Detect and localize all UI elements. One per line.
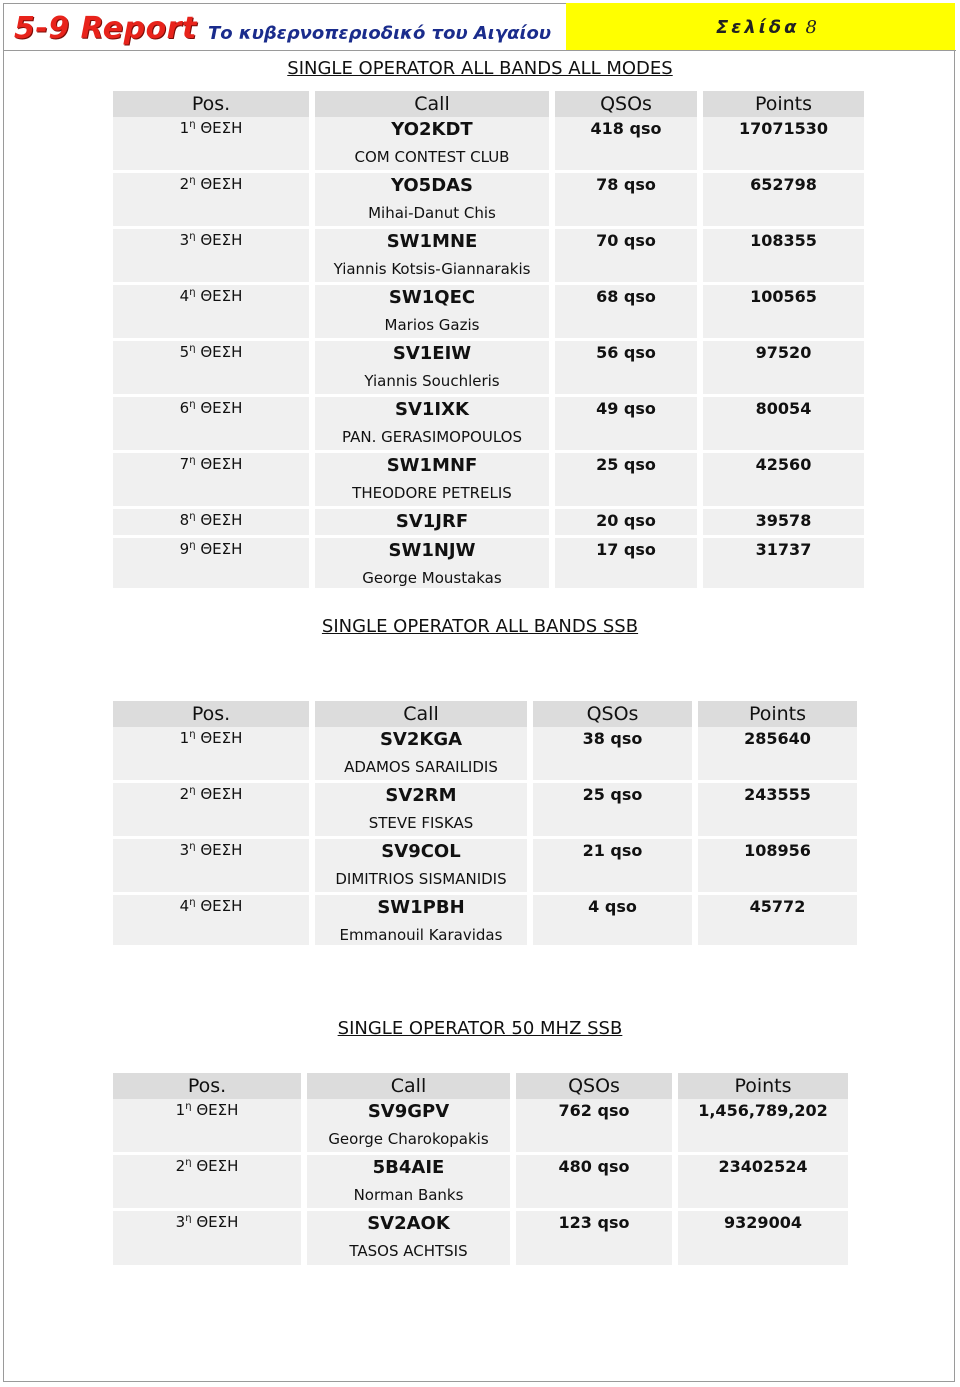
column-header-qsos: QSOs [555,91,697,117]
points-cell: 97520 [703,341,864,394]
call-cell [315,117,549,170]
callsign: SV1IXK [395,399,469,420]
table-row [113,285,864,338]
operator-name: PAN. GERASIMOPOULOS [342,428,522,446]
call-cell [307,1155,510,1208]
column-header-points: Points [698,701,857,727]
page-label: Σελίδα [716,17,800,38]
callsign: SW1NJW [388,540,476,561]
table-row [113,509,864,535]
points-cell: 80054 [703,397,864,450]
operator-name: COM CONTEST CLUB [354,148,510,166]
call-cell [315,538,549,588]
qsos-cell: 21 qso [533,839,692,892]
position-number: 9 [179,540,190,558]
position-number: 8 [179,511,190,529]
callsign: SV9GPV [367,1101,450,1122]
qsos-cell: 4 qso [533,895,692,945]
section-title: SINGLE OPERATOR ALL BANDS SSB [321,616,639,637]
position-number: 7 [179,455,190,473]
table-row [113,341,864,394]
position-suffix: η [189,785,196,796]
column-header-qsos: QSOs [533,701,692,727]
points-cell: 285640 [698,727,857,780]
operator-name: Norman Banks [353,1186,464,1204]
position-cell [113,341,309,394]
column-header-pos: Pos. [113,1073,301,1099]
position-suffix: η [189,540,196,551]
points-cell: 42560 [703,453,864,506]
position-number: 1 [175,1101,186,1119]
position-label: ΘΕΣΗ [200,785,243,803]
table-row [113,453,864,506]
results-table [107,701,863,945]
position-number: 2 [179,175,190,193]
callsign: 5B4AIE [372,1157,445,1178]
table-row [113,727,857,780]
call-cell [315,397,549,450]
callsign: SW1MNE [386,231,478,252]
call-cell [315,285,549,338]
operator-name: THEODORE PETRELIS [352,484,512,502]
position-label: ΘΕΣΗ [200,175,243,193]
operator-name: Marios Gazis [384,316,480,334]
position-label: ΘΕΣΗ [200,119,243,137]
operator-name: Mihai-Danut Chis [368,204,496,222]
position-cell [113,1099,301,1152]
callsign: SW1MNF [386,455,478,476]
position-number: 3 [179,841,190,859]
column-header-pos: Pos. [113,91,309,117]
position-number: 2 [175,1157,186,1175]
position-cell [113,509,309,535]
logo: 5-9 Report [14,11,197,46]
position-label: ΘΕΣΗ [200,455,243,473]
header-banner [4,4,564,50]
callsign: SV2AOK [367,1213,450,1234]
column-header-call: Call [315,91,549,117]
table-row [113,1155,848,1208]
position-cell [113,117,309,170]
position-suffix: η [189,511,196,522]
call-cell [315,229,549,282]
points-cell: 45772 [698,895,857,945]
qsos-cell: 25 qso [533,783,692,836]
qsos-cell: 418 qso [555,117,697,170]
operator-name: DIMITRIOS SISMANIDIS [335,870,507,888]
operator-name: Yiannis Kotsis-Giannarakis [333,260,531,278]
position-suffix: η [185,1101,192,1112]
table-row [113,1211,848,1265]
call-cell [315,341,549,394]
column-header-qsos: QSOs [516,1073,672,1099]
position-label: ΘΕΣΗ [200,231,243,249]
position-number: 5 [179,343,190,361]
points-cell: 39578 [703,509,864,535]
position-suffix: η [189,455,196,466]
position-number: 3 [179,231,190,249]
page-number: 8 [805,17,817,38]
column-header-call: Call [307,1073,510,1099]
operator-name: Emmanouil Karavidas [339,926,503,944]
call-cell [315,173,549,226]
section-title: SINGLE OPERATOR 50 MHZ SSB [337,1018,623,1039]
qsos-cell: 123 qso [516,1211,672,1265]
position-suffix: η [189,231,196,242]
table-row [113,839,857,892]
operator-name: George Charokopakis [328,1130,489,1148]
points-cell: 1,456,789,202 [678,1099,848,1152]
operator-name: STEVE FISKAS [368,814,474,832]
header-subtitle: Το κυβερνοπεριοδικό του Αιγαίου [208,23,551,44]
position-label: ΘΕΣΗ [200,540,243,558]
qsos-cell: 78 qso [555,173,697,226]
table-row [113,895,857,945]
position-suffix: η [189,841,196,852]
callsign: SV2RM [385,785,457,806]
results-table [107,91,870,588]
position-cell [113,1155,301,1208]
position-label: ΘΕΣΗ [200,399,243,417]
qsos-cell: 38 qso [533,727,692,780]
qsos-cell: 70 qso [555,229,697,282]
position-cell [113,229,309,282]
position-cell [113,397,309,450]
position-label: ΘΕΣΗ [200,511,243,529]
points-cell: 23402524 [678,1155,848,1208]
position-suffix: η [185,1157,192,1168]
qsos-cell: 480 qso [516,1155,672,1208]
position-label: ΘΕΣΗ [196,1157,239,1175]
results-table [107,1073,854,1265]
position-suffix: η [185,1213,192,1224]
position-number: 4 [179,897,190,915]
position-cell [113,727,309,780]
points-cell: 243555 [698,783,857,836]
qsos-cell: 20 qso [555,509,697,535]
position-number: 2 [179,785,190,803]
position-suffix: η [189,729,196,740]
position-label: ΘΕΣΗ [200,287,243,305]
position-cell [113,538,309,588]
table-row [113,538,864,588]
position-suffix: η [189,343,196,354]
table-row [113,173,864,226]
operator-name: George Moustakas [362,569,502,587]
qsos-cell: 17 qso [555,538,697,588]
position-number: 1 [179,729,190,747]
points-cell: 652798 [703,173,864,226]
table-row [113,397,864,450]
callsign: SV1EIW [392,343,472,364]
position-cell [113,895,309,945]
callsign: SV2KGA [379,729,463,750]
points-cell: 9329004 [678,1211,848,1265]
position-label: ΘΕΣΗ [196,1213,239,1231]
callsign: SW1PBH [377,897,465,918]
position-suffix: η [189,119,196,130]
callsign: YO2KDT [391,119,473,140]
qsos-cell: 762 qso [516,1099,672,1152]
position-number: 3 [175,1213,186,1231]
position-suffix: η [189,175,196,186]
position-cell [113,1211,301,1265]
position-label: ΘΕΣΗ [200,729,243,747]
position-number: 6 [179,399,190,417]
column-header-call: Call [315,701,527,727]
callsign: YO5DAS [390,175,474,196]
call-cell [315,895,527,945]
position-label: ΘΕΣΗ [200,841,243,859]
qsos-cell: 49 qso [555,397,697,450]
qsos-cell: 56 qso [555,341,697,394]
position-number: 1 [179,119,190,137]
callsign: SV1JRF [395,511,469,532]
call-cell [307,1211,510,1265]
callsign: SV9COL [381,841,461,862]
section-title: SINGLE OPERATOR ALL BANDS ALL MODES [287,58,673,79]
callsign: SW1QEC [388,287,476,308]
column-header-points: Points [678,1073,848,1099]
table-row [113,783,857,836]
column-header-pos: Pos. [113,701,309,727]
position-cell [113,783,309,836]
call-cell [307,1099,510,1152]
points-cell: 31737 [703,538,864,588]
table-row [113,117,864,170]
operator-name: TASOS ACHTSIS [349,1242,468,1260]
position-suffix: η [189,287,196,298]
call-cell [315,453,549,506]
points-cell: 100565 [703,285,864,338]
page-indicator [566,3,955,51]
position-label: ΘΕΣΗ [196,1101,239,1119]
position-suffix: η [189,897,196,908]
position-suffix: η [189,399,196,410]
position-label: ΘΕΣΗ [200,343,243,361]
points-cell: 108956 [698,839,857,892]
position-cell [113,285,309,338]
position-cell [113,173,309,226]
points-cell: 17071530 [703,117,864,170]
call-cell [315,783,527,836]
position-cell [113,839,309,892]
operator-name: ADAMOS SARAILIDIS [344,758,498,776]
table-row [113,1099,848,1152]
qsos-cell: 68 qso [555,285,697,338]
position-cell [113,453,309,506]
call-cell [315,509,549,535]
call-cell [315,727,527,780]
position-number: 4 [179,287,190,305]
qsos-cell: 25 qso [555,453,697,506]
call-cell [315,839,527,892]
operator-name: Yiannis Souchleris [364,372,500,390]
header-divider [4,50,956,51]
points-cell: 108355 [703,229,864,282]
table-row [113,229,864,282]
column-header-points: Points [703,91,864,117]
position-label: ΘΕΣΗ [200,897,243,915]
